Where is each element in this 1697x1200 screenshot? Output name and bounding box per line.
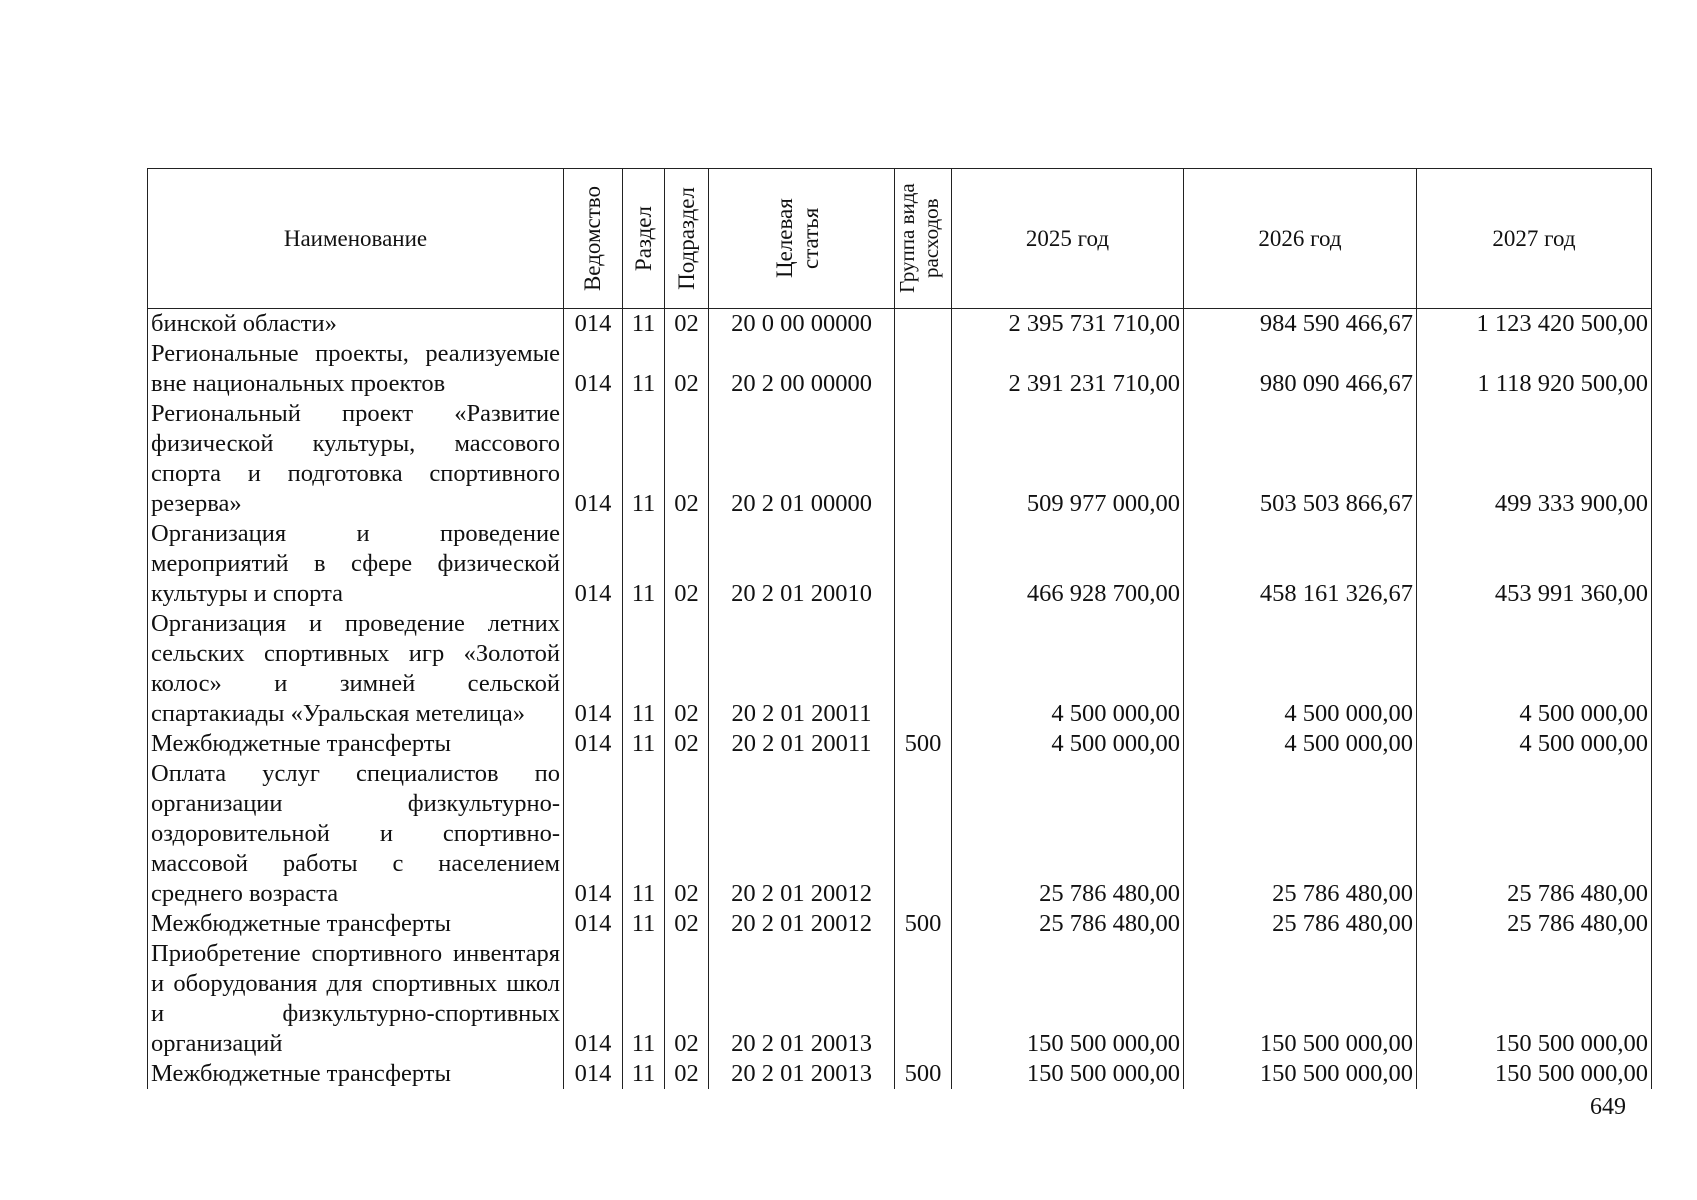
row-section: 11 — [623, 939, 665, 1059]
row-subsection: 02 — [665, 519, 709, 609]
header-dept: Ведомство — [564, 169, 623, 309]
row-subsection: 02 — [665, 309, 709, 340]
row-subsection: 02 — [665, 1059, 709, 1089]
header-subsection: Подраздел — [665, 169, 709, 309]
row-2026: 984 590 466,67 — [1184, 309, 1417, 340]
row-dept: 014 — [564, 759, 623, 909]
table-row — [148, 729, 1652, 759]
row-dept: 014 — [564, 519, 623, 609]
row-2027: 25 786 480,00 — [1417, 909, 1652, 939]
row-2027: 499 333 900,00 — [1417, 399, 1652, 519]
row-2025: 466 928 700,00 — [952, 519, 1184, 609]
row-2026: 980 090 466,67 — [1184, 339, 1417, 399]
row-2026: 25 786 480,00 — [1184, 909, 1417, 939]
header-2026: 2026 год — [1184, 169, 1417, 309]
page-number: 649 — [1590, 1094, 1626, 1120]
row-subsection: 02 — [665, 939, 709, 1059]
table-row — [148, 909, 1652, 939]
table-row — [148, 939, 1652, 1059]
row-dept: 014 — [564, 309, 623, 340]
row-group — [895, 609, 952, 729]
table-row — [148, 399, 1652, 519]
table-row — [148, 519, 1652, 609]
row-target: 20 2 01 20012 — [709, 759, 895, 909]
row-name: Региональные проекты, реализуемые вне национальных проектов — [148, 339, 564, 399]
row-2027: 1 123 420 500,00 — [1417, 309, 1652, 340]
header-name: Наименование — [148, 169, 564, 309]
row-2025: 150 500 000,00 — [952, 939, 1184, 1059]
row-2027: 4 500 000,00 — [1417, 729, 1652, 759]
row-dept: 014 — [564, 399, 623, 519]
row-group — [895, 939, 952, 1059]
row-name: Организация и проведение мероприятий в сфере физической культуры и спорта — [148, 519, 564, 609]
row-2025: 2 391 231 710,00 — [952, 339, 1184, 399]
row-name: Межбюджетные трансферты — [148, 729, 564, 759]
row-2026: 25 786 480,00 — [1184, 759, 1417, 909]
budget-table — [147, 168, 1652, 1089]
row-subsection: 02 — [665, 759, 709, 909]
row-target: 20 2 01 20012 — [709, 909, 895, 939]
row-2026: 503 503 866,67 — [1184, 399, 1417, 519]
header-section: Раздел — [623, 169, 665, 309]
row-subsection: 02 — [665, 909, 709, 939]
header-group: Группа вида расходов — [895, 169, 952, 309]
row-2027: 25 786 480,00 — [1417, 759, 1652, 909]
row-2025: 25 786 480,00 — [952, 909, 1184, 939]
row-group — [895, 759, 952, 909]
row-section: 11 — [623, 399, 665, 519]
row-dept: 014 — [564, 339, 623, 399]
row-2025: 150 500 000,00 — [952, 1059, 1184, 1089]
row-2027: 150 500 000,00 — [1417, 939, 1652, 1059]
table-row — [148, 1059, 1652, 1089]
row-dept: 014 — [564, 609, 623, 729]
row-name: Организация и проведение летних сельских спортивных игр «Золотой колос» и зимней сельской спартакиады «Уральская метелица» — [148, 609, 564, 729]
row-target: 20 2 01 20011 — [709, 729, 895, 759]
row-group — [895, 339, 952, 399]
row-name: Приобретение спортивного инвентаря и оборудования для спортивных школ и физкультурно-спортивных организаций — [148, 939, 564, 1059]
row-2025: 25 786 480,00 — [952, 759, 1184, 909]
table-row — [148, 609, 1652, 729]
row-target: 20 2 01 20013 — [709, 1059, 895, 1089]
row-2025: 509 977 000,00 — [952, 399, 1184, 519]
row-dept: 014 — [564, 909, 623, 939]
row-group: 500 — [895, 729, 952, 759]
table-row — [148, 339, 1652, 399]
row-target: 20 2 01 20010 — [709, 519, 895, 609]
row-name: Межбюджетные трансферты — [148, 909, 564, 939]
header-2027: 2027 год — [1417, 169, 1652, 309]
row-2026: 4 500 000,00 — [1184, 609, 1417, 729]
row-2027: 4 500 000,00 — [1417, 609, 1652, 729]
row-subsection: 02 — [665, 729, 709, 759]
row-group — [895, 309, 952, 340]
row-dept: 014 — [564, 1059, 623, 1089]
row-section: 11 — [623, 609, 665, 729]
header-2025: 2025 год — [952, 169, 1184, 309]
row-section: 11 — [623, 759, 665, 909]
row-dept: 014 — [564, 729, 623, 759]
row-2026: 150 500 000,00 — [1184, 939, 1417, 1059]
row-target: 20 2 00 00000 — [709, 339, 895, 399]
row-2025: 4 500 000,00 — [952, 609, 1184, 729]
row-2026: 150 500 000,00 — [1184, 1059, 1417, 1089]
row-2025: 2 395 731 710,00 — [952, 309, 1184, 340]
table-row — [148, 309, 1652, 340]
row-group: 500 — [895, 909, 952, 939]
row-section: 11 — [623, 909, 665, 939]
header-row — [148, 169, 1652, 309]
row-target: 20 2 01 20013 — [709, 939, 895, 1059]
row-section: 11 — [623, 1059, 665, 1089]
row-2027: 150 500 000,00 — [1417, 1059, 1652, 1089]
row-2025: 4 500 000,00 — [952, 729, 1184, 759]
row-2026: 458 161 326,67 — [1184, 519, 1417, 609]
row-subsection: 02 — [665, 609, 709, 729]
row-subsection: 02 — [665, 399, 709, 519]
row-group: 500 — [895, 1059, 952, 1089]
row-subsection: 02 — [665, 339, 709, 399]
row-group — [895, 399, 952, 519]
row-2026: 4 500 000,00 — [1184, 729, 1417, 759]
row-section: 11 — [623, 339, 665, 399]
row-dept: 014 — [564, 939, 623, 1059]
row-name: Оплата услуг специалистов по организации физкультурно-оздоровительной и спортивно-массовой работы с населением среднего возраста — [148, 759, 564, 909]
row-section: 11 — [623, 729, 665, 759]
row-group — [895, 519, 952, 609]
row-name: Межбюджетные трансферты — [148, 1059, 564, 1089]
row-name: Региональный проект «Развитие физической культуры, массового спорта и подготовка спортивного резерва» — [148, 399, 564, 519]
row-target: 20 2 01 00000 — [709, 399, 895, 519]
row-section: 11 — [623, 519, 665, 609]
row-2027: 1 118 920 500,00 — [1417, 339, 1652, 399]
table-row — [148, 759, 1652, 909]
row-name: бинской области» — [148, 309, 564, 340]
row-target: 20 2 01 20011 — [709, 609, 895, 729]
header-target: Целевая статья — [709, 169, 895, 309]
row-2027: 453 991 360,00 — [1417, 519, 1652, 609]
table-body — [148, 309, 1652, 1090]
row-target: 20 0 00 00000 — [709, 309, 895, 340]
row-section: 11 — [623, 309, 665, 340]
